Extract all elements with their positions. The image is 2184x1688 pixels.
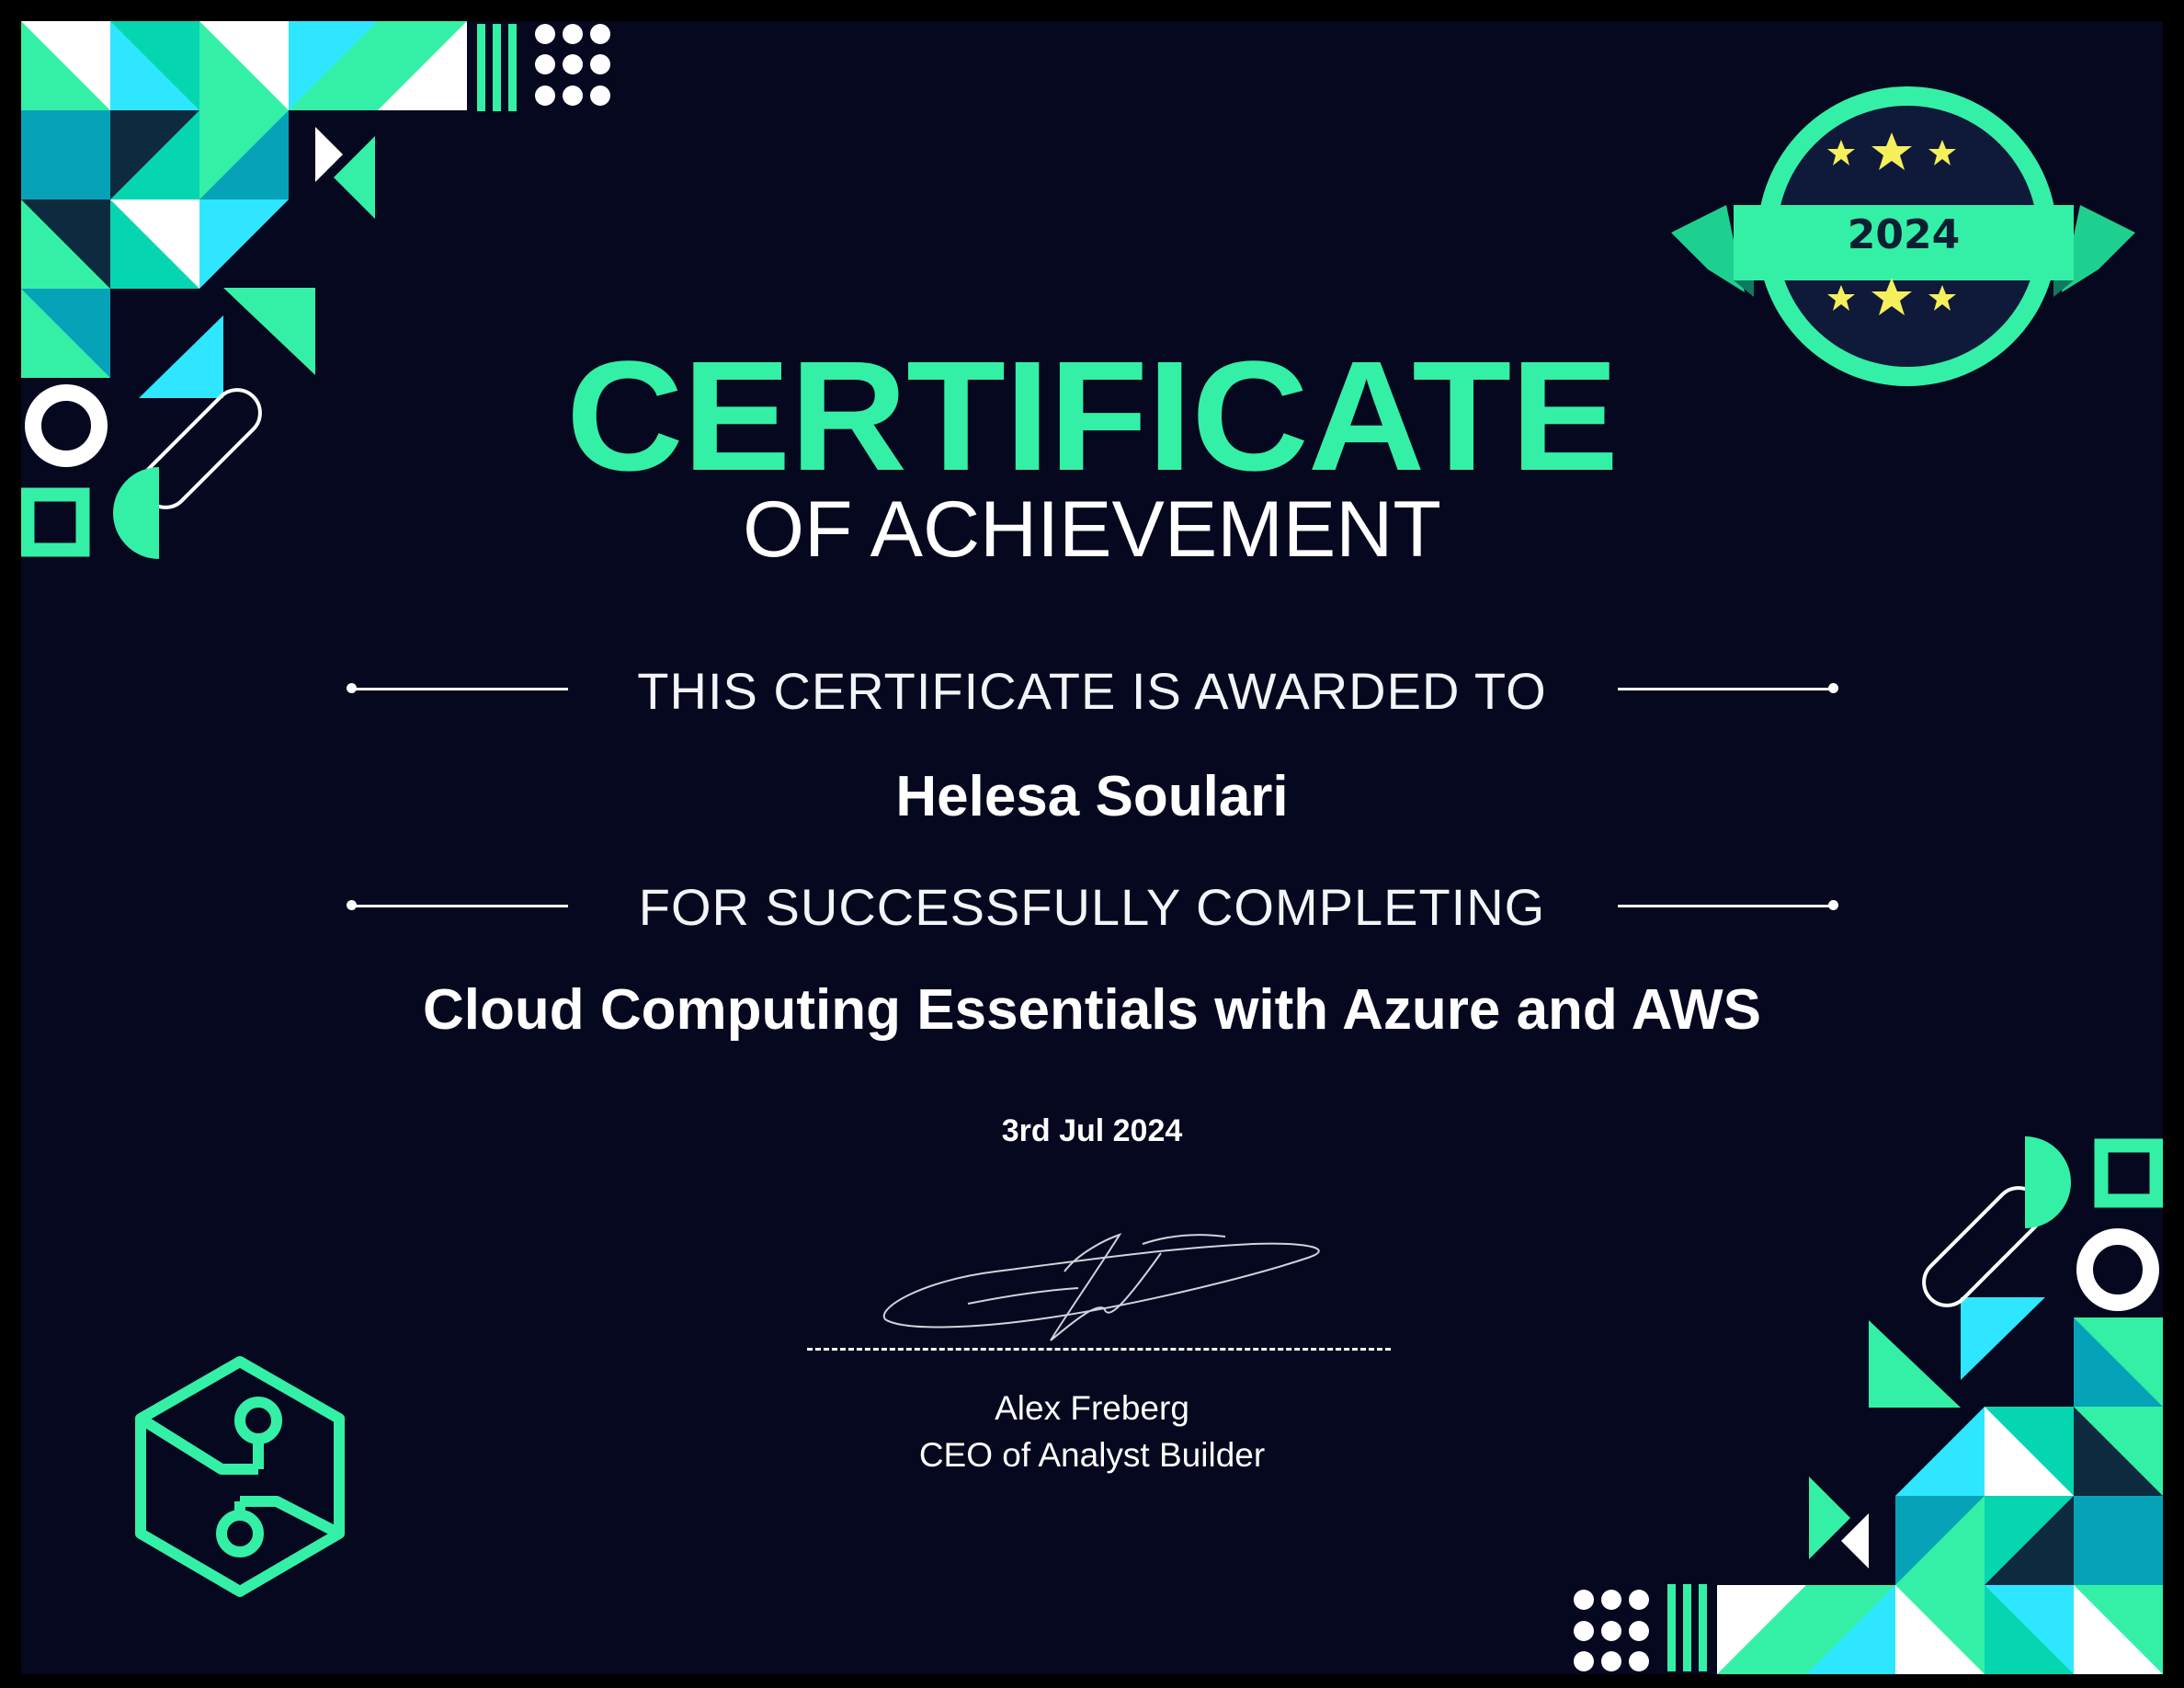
awarded-label: THIS CERTIFICATE IS AWARDED TO <box>637 662 1547 720</box>
certificate-subtitle: OF ACHIEVEMENT <box>743 485 1441 574</box>
logo-icon <box>130 1354 350 1602</box>
signer-name: Alex Freberg <box>995 1389 1189 1427</box>
completing-label: FOR SUCCESSFULLY COMPLETING <box>638 878 1546 936</box>
badge-year-wrap <box>1734 198 2074 273</box>
signature <box>867 1216 1345 1354</box>
star-icon <box>1827 285 1855 311</box>
star-row-top <box>1827 129 1956 184</box>
divider-line <box>1618 688 1834 690</box>
divider-line <box>1618 905 1834 907</box>
course-name: Cloud Computing Essentials with Azure and AWS <box>423 978 1761 1042</box>
corner-pattern-bottom-right <box>1556 1123 2163 1674</box>
divider-dot <box>1828 683 1838 693</box>
completion-date: 3rd Jul 2024 <box>1001 1113 1183 1148</box>
badge-year: 2024 <box>1847 211 1961 258</box>
signer-title: CEO of Analyst Builder <box>918 1436 1266 1474</box>
star-icon <box>1827 140 1855 165</box>
recipient-name: Helesa Soulari <box>895 765 1289 828</box>
star-row-bottom <box>1827 274 1956 329</box>
certificate <box>21 21 2163 1674</box>
star-icon <box>1871 132 1912 170</box>
signature-line <box>807 1348 1391 1351</box>
divider-dot <box>1828 900 1838 910</box>
star-icon <box>1928 285 1956 311</box>
star-icon <box>1871 278 1912 315</box>
star-icon <box>1928 140 1956 165</box>
certificate-title: CERTIFICATE <box>565 329 1619 504</box>
